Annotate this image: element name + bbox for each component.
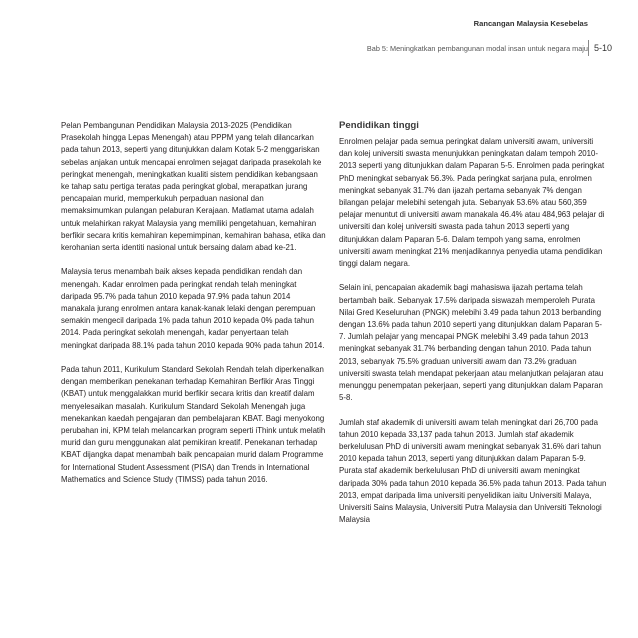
body-paragraph: Malaysia terus menambah baik akses kepada pendidikan rendah dan menengah. Kadar enrolmen pada peringkat rendah telah meningkat daripada 95.7% pada tahun 2010 kepada 97.9% pada tahun 2014 manakala jurang enrolmen antara kanak-kanak lelaki dengan perempuan semakin mengecil daripada 1% pada tahun 2010 kepada 0% pada tahun 2014. Pada peringkat sekolah menengah, kadar penyertaan telah meningkat daripada 88.1% pada tahun 2010 kepada 90% pada tahun 2014. xyxy=(61,267,325,350)
left-column xyxy=(61,120,326,498)
section-heading: Pendidikan tinggi xyxy=(339,120,419,131)
body-paragraph: Selain ini, pencapaian akademik bagi mahasiswa ijazah pertama telah bertambah baik. Sebanyak 17.5% daripada siswazah memperoleh Purata Nilai Gred Keseluruhan (PNGK) melebihi 3.49 pada tahun 2013 berbanding dengan 13.6% pada tahun 2010 seperti yang ditunjukkan dalam Paparan 5-7. Jumlah pelajar yang mencapai PNGK melebihi 3.49 pada tahun 2013 meningkat sebanyak 31.7% berbanding dengan tahun 2010. Pada tahun 2013, sebanyak 75.5% graduan universiti awam dan 73.2% graduan universiti swasta telah mendapat pekerjaan atau melanjutkan pelajaran atau menunggu penempatan pekerjaan, seperti yang ditunjukkan dalam Paparan 5-8. xyxy=(339,283,604,403)
body-paragraph: Pelan Pembangunan Pendidikan Malaysia 2013-2025 (Pendidikan Prasekolah hingga Lepas Menengah) atau PPPM yang telah dilancarkan pada tahun 2013, seperti yang ditunjukkan dalam Kotak 5-2 menggariskan sebelas anjakan untuk mencapai enrolmen sejagat daripada prasekolah ke peringkat menengah, meningkatkan kualiti sistem pendidikan kebangsaan ke tahap satu pertiga teratas pada peringkat global, merapatkan jurang pencapaian murid, memperkukuh perpaduan nasional dan memaksimumkan pulangan pelaburan Kerajaan. Matlamat utama adalah untuk melahirkan rakyat Malaysia yang memiliki pengetahuan, kemahiran berfikir secara kritis kemahiran kepemimpinan, kemahiran bahasa, etika dan kerohanian serta identiti nasional untuk bersaing dalam abad ke-21. xyxy=(61,121,326,253)
body-paragraph: Pada tahun 2011, Kurikulum Standard Sekolah Rendah telah diperkenalkan dengan memberikan penekanan terhadap Kemahiran Berfikir Aras Tinggi (KBAT) untuk menggalakkan murid berfikir secara kritis dan kreatif dalam menyelesaikan masalah. Kurikulum Standard Sekolah Menengah juga menekankan kaedah pengajaran dan pembelajaran KBAT. Bagi menyokong perubahan ini, KPM telah melancarkan program seperti iThink untuk melatih murid dan guru menggunakan alat pemikiran kreatif. Penekanan terhadap KBAT dijangka dapat menambah baik pencapaian murid dalam Programme for International Student Assessment (PISA) dan Trends in International Mathematics and Science Study (TIMSS) pada tahun 2016. xyxy=(61,365,326,484)
body-paragraph: Jumlah staf akademik di universiti awam telah meningkat dari 26,700 pada tahun 2010 kepada 33,137 pada tahun 2013. Jumlah staf akademik berkelulusan PhD di universiti awam meningkat sebanyak 31.6% dari tahun 2010 kepada tahun 2013, seperti yang ditunjukkan dalam Paparan 5-9. Purata staf akademik berkelulusan PhD di universiti awam meningkat daripada 30% pada tahun 2010 kepada 36.5% pada tahun 2013. Pada tahun 2013, empat daripada lima universiti penyelidikan iaitu Universiti Malaya, Universiti Sains Malaysia, Universiti Putra Malaysia dan Universiti Teknologi Malaysia xyxy=(339,417,607,525)
body-paragraph: Enrolmen pelajar pada semua peringkat dalam universiti awam, universiti dan kolej universiti swasta menunjukkan peningkatan dalam tempoh 2010- 2013 seperti yang ditunjukkan dalam Paparan 5-5. Enrolmen pada peringkat PhD meningkat sebanyak 56.3%. Pada peringkat sarjana pula, enrolmen meningkat sebanyak 31.7% dan ijazah pertama sebanyak 7% dengan bilangan pelajar melebihi setengah juta. Sebanyak 53.6% atau 560,359 pelajar menuntut di universiti awam manakala 46.4% atau 484,963 pelajar di universiti dan kolej universiti swasta pada tahun 2013 seperti yang ditunjukkan dalam Paparan 5-6. Dalam tempoh yang sama, enrolmen universiti awam meningkat 21% menjadikannya penyedia utama pendidikan tinggi dalam negara. xyxy=(339,137,605,269)
page-number: 5-10 xyxy=(594,43,613,53)
running-header-title: Rancangan Malaysia Kesebelas xyxy=(473,19,588,28)
right-column xyxy=(339,119,607,539)
running-header-chapter: Bab 5: Meningkatkan pembangunan modal insan untuk negara maju xyxy=(366,44,588,53)
header-divider xyxy=(588,40,589,56)
